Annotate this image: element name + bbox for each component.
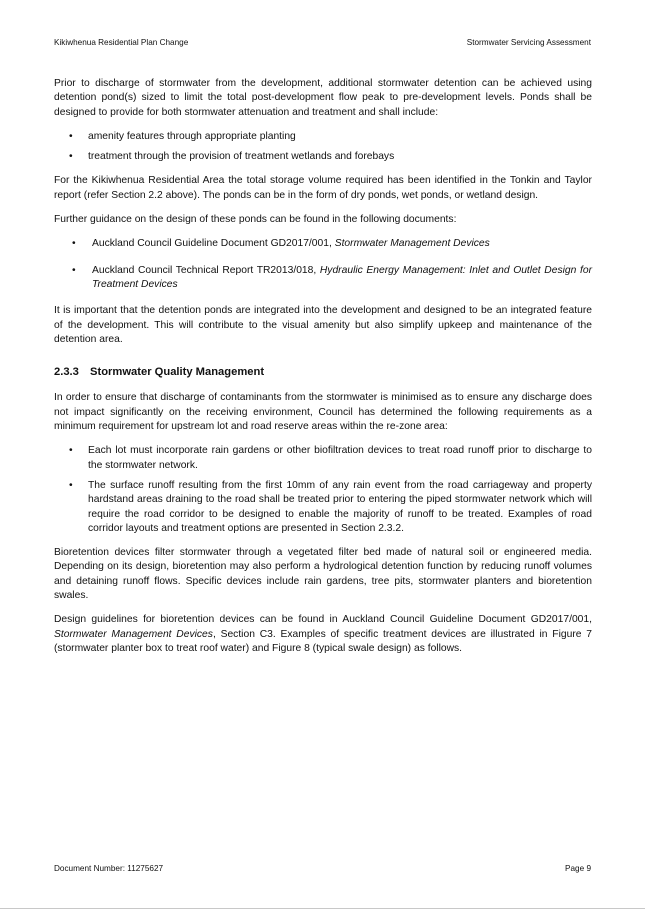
section-number: 2.3.3 bbox=[54, 366, 79, 379]
list-guidance-documents bbox=[54, 237, 592, 292]
list-item: • Auckland Council Guideline Document GD2017/001, Stormwater Management Devices bbox=[54, 237, 592, 251]
section-heading bbox=[54, 365, 592, 379]
list-item: • treatment through the provision of treatment wetlands and forebays bbox=[54, 150, 592, 164]
list-quality-requirements bbox=[54, 444, 592, 536]
page-header bbox=[54, 38, 591, 47]
page-body bbox=[54, 77, 592, 666]
bullet-icon: • bbox=[72, 264, 76, 276]
list-item: • Auckland Council Technical Report TR2013/018, Hydraulic Energy Management: Inlet and Outlet Design for Treatment Devices bbox=[72, 264, 593, 290]
paragraph-bioretention: Bioretention devices filter stormwater through a vegetated filter bed made of natural soil or engineered media. Depending on its design, bioretention may also perform a hydrological detention function by reducing runoff volumes and detaining runoff flows. Specific devices include rain gardens, tree pits, stormwater planters and bioretention swales. bbox=[54, 547, 592, 602]
bullet-icon: • bbox=[69, 151, 73, 163]
bullet-icon: • bbox=[69, 130, 73, 142]
page-edge-divider bbox=[0, 908, 645, 909]
section-title: Stormwater Quality Management bbox=[90, 366, 265, 379]
page-footer bbox=[54, 864, 591, 873]
list-pond-features bbox=[54, 130, 592, 165]
paragraph-detention-intro: Prior to discharge of stormwater from the development, additional stormwater detention can be achieved using detention pond(s) sized to limit the total post-development flow peak to pre-development levels. Ponds shall be designed to provide for both stormwater attenuation and treatment and shall include: bbox=[54, 78, 592, 118]
paragraph-integration: It is important that the detention ponds are integrated into the development and designed to be an integrated feature of the development. This will contribute to the visual amenity but also simplify upkeep and maintenance of the detention area. bbox=[54, 305, 592, 345]
bullet-icon: • bbox=[69, 479, 73, 491]
paragraph-storage-volume: For the Kikiwhenua Residential Area the total storage volume required has been identified in the Tonkin and Taylor report (refer Section 2.2 above). The ponds can be in the form of dry ponds, wet ponds, or wetland design. bbox=[54, 175, 592, 201]
header-left: Kikiwhenua Residential Plan Change bbox=[54, 38, 189, 47]
list-item: • The surface runoff resulting from the first 10mm of any rain event from the road carriageway and property hardstand areas draining to the road shall be treated prior to entering the piped stormwater network which will require the road corridor to be designed to enable the majority of runoff to be treated. Examples of road corridor layouts and treatment options are presented in Section 2.3.2. bbox=[69, 479, 592, 534]
bullet-icon: • bbox=[69, 445, 73, 457]
list-item: • amenity features through appropriate planting bbox=[54, 130, 592, 144]
list-item: • Each lot must incorporate rain gardens or other biofiltration devices to treat road runoff prior to discharge to the stormwater network. bbox=[69, 445, 592, 471]
paragraph-quality-requirements: In order to ensure that discharge of contaminants from the stormwater is minimised as to ensure any discharge does not impact significantly on the receiving environment, Council has determined the following requirements as a minimum requirement for upstream lot and road reserve areas within the re-zone area: bbox=[54, 392, 592, 433]
page-number: Page 9 bbox=[565, 864, 591, 873]
bullet-icon: • bbox=[72, 238, 76, 250]
header-right: Stormwater Servicing Assessment bbox=[466, 38, 591, 47]
document-number: Document Number: 11275627 bbox=[54, 864, 164, 873]
paragraph-further-guidance: Further guidance on the design of these ponds can be found in the following documents: bbox=[54, 214, 457, 226]
paragraph-design-guidelines: Design guidelines for bioretention devices can be found in Auckland Council Guideline Document GD2017/001, Stormwater Management Devices, Section C3. Examples of specific treatment devices are illustrated in Figure 7 (stormwater planter box to treat roof water) and Figure 8 (typical swale design) as follows. bbox=[54, 614, 592, 654]
